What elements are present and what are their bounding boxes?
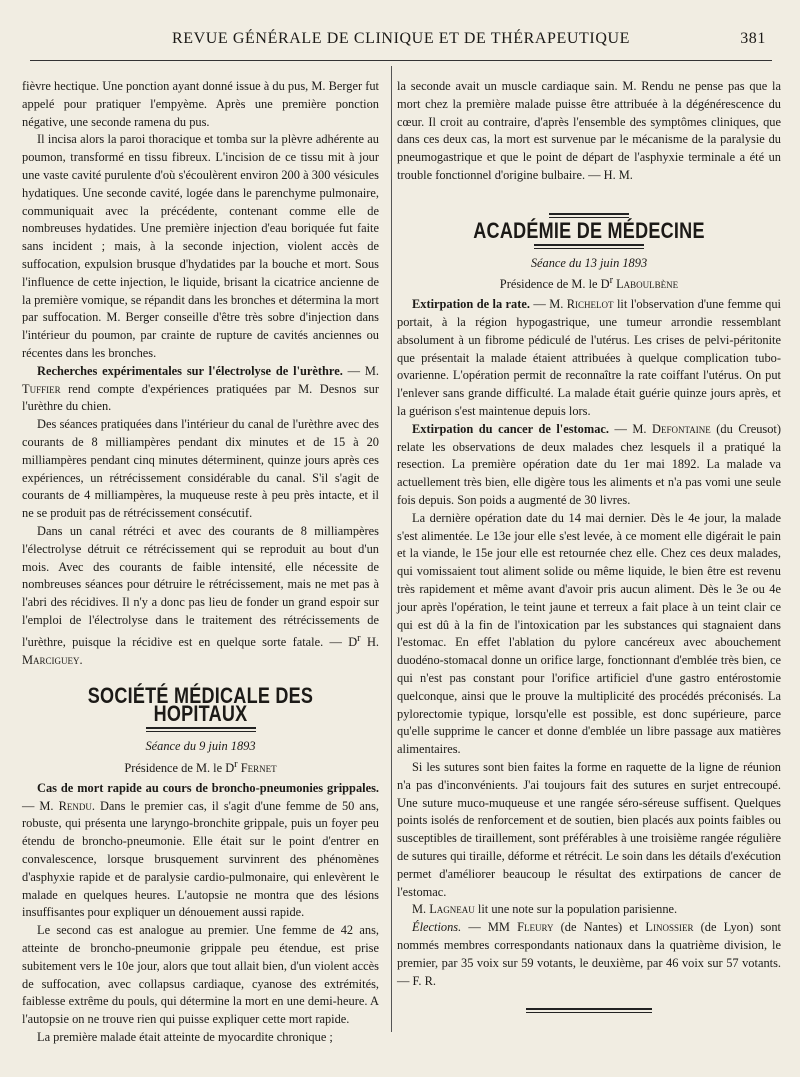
dash: — M.: [529, 297, 567, 312]
presidence: [397, 272, 781, 294]
article-title: Extirpation du cancer de l'estomac.: [412, 421, 609, 436]
paragraph: Le second cas est analogue au premier. Une femme de 42 ans, atteinte de broncho-pneumonie grippale peu étendue, est prise subitement vers le 10e jour, alors que tout allait bien, d'un violent accès de suffocation, avec collapsus cardiaque, cyanose des extrémités, faiblesse extrême du pouls, qui détermine la mort en une demi-heure. A l'autopsie on ne trouve rien qui puisse expliquer cette mort rapide.: [22, 923, 379, 1027]
dash: — M.: [342, 363, 379, 378]
section-title: ACADÉMIE DE MÉDECINE: [473, 217, 705, 243]
paragraph: [397, 919, 781, 990]
president-name: Fernet: [237, 760, 277, 775]
left-column: [22, 78, 379, 1047]
article-title: Recherches expérimentales sur l'électrolyse de l'urèthre.: [37, 363, 343, 378]
dash: — M.: [22, 798, 59, 813]
paragraph: La première malade était atteinte de myocardite chronique ;: [37, 1029, 333, 1044]
author-name: Tuffier: [22, 381, 61, 396]
author-name: Fleury: [517, 920, 554, 935]
seance-date: Séance du 9 juin 1893: [145, 739, 256, 754]
paragraph: Si les sutures sont bien faites la forme en raquette de la ligne de réunion n'a pas d'inconvénients. J'ai toujours fait des sutures en surjet entrecoupé. Une suture muco-muqueuse et une rangée séro-séreuse suffisent. Quelques points isolés de renforcement et de soutien, bien placés aux points faibles ou susceptibles de tiraillement, sont préférables à une troisième rangée régulière de sutures qui tiraille, déforme et rétrécit. Le soin dans les détails d'exécution permet d'améliorer beaucoup le résultat des extirpations de cancer de l'estomac.: [397, 760, 781, 899]
end-rule: [526, 1008, 652, 1013]
paragraph-text: (du Creusot) relate les observations de deux malades chez lesquels il a pratiqué la resection. La première opération date du 1er mai 1892. La malade va actuellement très bien, elle digère tous les aliments et n'a pas vomi une seule fois depuis. Son poids a augmenté de 30 livres.: [397, 421, 781, 508]
paragraph: la seconde avait un muscle cardiaque sain. M. Rendu ne pense pas que la mort chez la première malade puisse être attribuée à la dégénérescence du cœur. Il croit au contraire, d'après l'ensemble des symptômes cliniques, que dans ces deux cas, la mort est survenue par le mécanisme de la paralysie du pneumogastrique et que le point de départ de l'asphyxie terminale a été un trouble fonctionnel d'origine bulbaire. — H. M.: [397, 79, 781, 182]
page-number: 381: [740, 30, 766, 47]
paragraph-text: (de Lyon) sont nommés membres correspondants nationaux dans la quatrième division, le premier, par 35 voix sur 59 votants, le deuxième, par 46 voix sur 57 votants. — F. R.: [397, 920, 782, 988]
paragraph-text: (de Nantes) et: [553, 920, 646, 935]
column-divider: [391, 66, 392, 1032]
dash: — M.: [609, 421, 653, 436]
author-name: Rendu: [58, 798, 92, 813]
paragraph-text: rend compte d'expériences pratiquées par M. Desnos sur l'urèthre du chien.: [22, 381, 379, 414]
paragraph: Des séances pratiquées dans l'intérieur du canal de l'urèthre avec des courants de 8 milliampères pendant dix minutes et de 15 à 20 milliampères pendant cinq minutes déterminent, quinze jours après ces expériences, un rétrécissement considérable du canal. S'il s'agit de courants de 4 milliampères, la muqueuse reste à peu près intacte, et il ne se produit pas de rétrécissement consécutif.: [22, 417, 379, 521]
president-name: Laboulbène: [613, 277, 679, 292]
paragraph-text: — MM: [461, 920, 518, 935]
right-column: [397, 78, 781, 1013]
signature: H. Marciguey.: [22, 634, 379, 667]
article-title: Extirpation de la rate.: [412, 297, 530, 312]
author-name: Richelot: [566, 297, 614, 312]
presidence-prefix: Présidence de M. le D: [124, 760, 235, 775]
author-name: Defontaine: [652, 421, 711, 436]
paragraph-text: lit une note sur la population parisienne.: [474, 902, 678, 917]
paragraph: La dernière opération date du 14 mai dernier. Dès le 4e jour, la malade s'est alimentée. Le 13e jour elle s'est levée, à ce moment elle digérait le pain et la viande, le 15e jour elle est retournée chez elle. Chez ces deux malades, qui vomissaient tout aliment solide ou même liquide, le bien être est revenu très rapidement et même avant d'avoir pris aucun aliment. Dès le 3e ou 4e jour après l'opération, le teint jaune et terreux a fait place à un teint clair ce qui est dû à la fin de l'intoxication par les substances qui stagnaient dans l'estomac. En effet l'ablation du pylore cancéreux avec abouchement duodéno-stomacal donne un orifice large, fonctionnant d'emblée très bien, ce qui n'est pas constant pour l'orifice artificiel d'une gastro entérostomie quelconque, ainsi que le prouve la multiplicité des procédés préconisés. La pylorectomie typique, lorsqu'elle est possible, est donc supérieure, parce qu'elle supprime le cancer et donne d'emblée un libre passage aux matières alimentaires.: [397, 510, 781, 757]
header-rule: [30, 60, 772, 61]
running-header: [30, 28, 772, 56]
paragraph-text: Dans un canal rétréci et avec des courants de 8 milliampères l'électrolyse détruit ce rétrécissement qui se reproduit au bout d'un mois. Avec des courants de faible intensité, elle nécessite de nombreuses séances pour détruire le rétrécissement, mais ne met pas à l'abri des récidives. Il n'y a donc pas lieu de fonder un grand espoir sur l'emploi de l'électrolyse dans le traitement des rétrécissements de l'urèthre, puisque la récidive est en quelque sorte fatale. — D: [22, 523, 379, 649]
superscript: r: [609, 275, 614, 287]
presidence-prefix: Présidence de M. le D: [499, 277, 610, 292]
paragraph: [397, 296, 781, 421]
paragraph: Il incisa alors la paroi thoracique et tomba sur la plèvre adhérente au poumon, transformé en tissu fibreux. L'incision de ce tissu mit à jour une vaste cavité purulente d'où s'écoulèrent environ 200 à 300 vésicules hydatiques. Une seconde cavité, logée dans le parenchyme pulmonaire, communiquait avec la précédente, contenant comme elle de nombreuses hydatides. Une première injection d'eau boriquée fut faite sans incident ; mais, à la seconde injection, violent accès de suffocation, expulsion brusque d'hydatides par la bouche et mort. Sous l'influence de cette injection, le liquide, brisant la cicatrice ancienne de la première vomique, se répandit dans les bronches et détermina la mort par suffocation. M. Berger conseille d'être très sobre d'injection dans l'intérieur du poumon, par crainte de rupture de cavités anciennes ou récentes dans les bronches.: [22, 132, 379, 360]
paragraph: [22, 363, 379, 416]
superscript: r: [357, 632, 361, 644]
paragraph: [22, 780, 379, 922]
presidence: [22, 756, 379, 778]
paragraph: [397, 421, 781, 510]
article-title: Cas de mort rapide au cours de broncho-pneumonies grippales.: [37, 780, 379, 795]
section-rule: [146, 727, 256, 732]
section-rule: [534, 244, 644, 249]
superscript: r: [234, 758, 238, 770]
section-title: SOCIÉTÉ MÉDICALE DES HOPITAUX: [87, 683, 314, 727]
paragraph: [22, 523, 379, 670]
paragraph-text: lit l'observation d'une femme qui portait, à la région hypogastrique, une tumeur arrondie ressemblant absolument à un fibrome pédiculé de l'utérus. Les crises de pelvi-péritonite que présentait la malade étaient attribuées à quelque complication tubo-ovarienne. L'opération permit de reconnaître la rate coiffant l'utérus. On put l'enlever sans grande difficulté. La malade était guérie quinze jours après, et la guérison s'est maintenue depuis lors.: [397, 297, 781, 419]
author-name: Lagneau: [429, 902, 475, 917]
author-name: Linossier: [645, 920, 694, 935]
paragraph: [397, 901, 781, 919]
article-title: Élections.: [412, 920, 462, 935]
seance-date: Séance du 13 juin 1893: [530, 255, 648, 270]
paragraph-text: . Dans le premier cas, il s'agit d'une femme de 50 ans, robuste, qui présenta une laryngo-bronchite grippale, puis un foyer peu étendu de broncho-pneumonie. Elle était sur le point d'entrer en convalescence, lorsque brusquement survinrent des phénomènes d'asphyxie rapide et de paralysie cardio-pulmonaire, qui enlevèrent le malade en quelques heures. L'autopsie ne montra que des lésions insuffisantes pour expliquer un dénouement aussi rapide.: [22, 798, 379, 920]
paragraph-text: M.: [412, 902, 430, 917]
paragraph: fièvre hectique. Une ponction ayant donné issue à du pus, M. Berger fut appelé pour pratiquer l'empyème. Après une première ponction négative, une seconde ramena du pus.: [22, 79, 379, 129]
journal-title: REVUE GÉNÉRALE DE CLINIQUE ET DE THÉRAPEUTIQUE: [171, 30, 631, 47]
